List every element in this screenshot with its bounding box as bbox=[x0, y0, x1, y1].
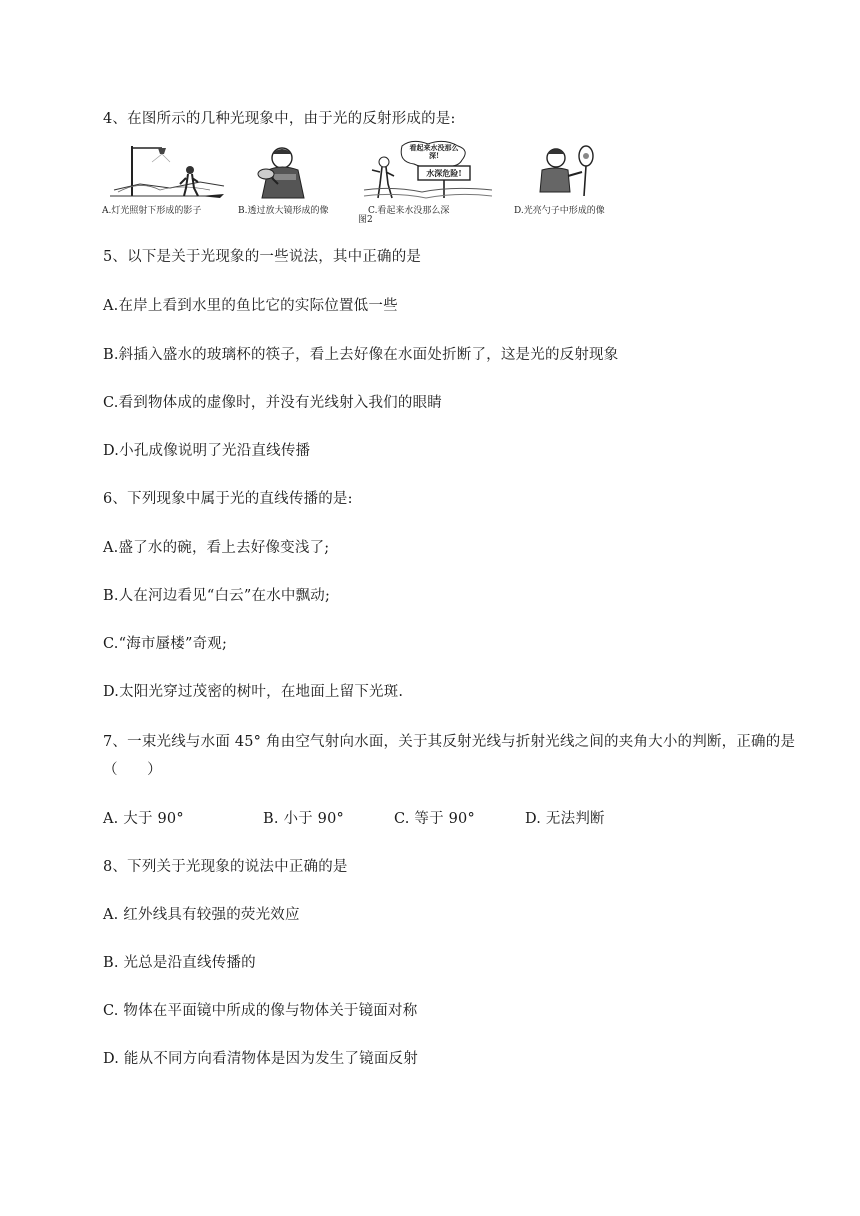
lamp-shadow-illustration bbox=[100, 140, 230, 202]
q5-option-a: A.在岸上看到水里的鱼比它的实际位置低一些 bbox=[103, 298, 398, 314]
figure-panel-c bbox=[362, 140, 494, 216]
figure-panel-a bbox=[100, 140, 230, 216]
magnifier-illustration bbox=[238, 140, 358, 202]
spoon-illustration bbox=[504, 140, 640, 202]
figure-panel-b bbox=[238, 140, 358, 216]
q8-stem: 8、下列关于光现象的说法中正确的是 bbox=[103, 859, 348, 875]
q7-stem: 7、一束光线与水面 45° 角由空气射向水面，关于其反射光线与折射光线之间的夹角大小的判断，正确的是（ ） bbox=[103, 734, 796, 778]
figure-label: 图2 bbox=[358, 215, 373, 225]
q8-option-a: A. 红外线具有较强的荧光效应 bbox=[103, 907, 300, 923]
q8-option-c: C. 物体在平面镜中所成的像与物体关于镜面对称 bbox=[103, 1003, 418, 1019]
q4-figure bbox=[100, 140, 640, 225]
q7-option-b: B. 小于 90° bbox=[263, 811, 344, 827]
q7-option-d: D. 无法判断 bbox=[525, 811, 605, 827]
cloud-text: 看起来水没那么深! bbox=[409, 143, 459, 160]
q7-option-c: C. 等于 90° bbox=[394, 811, 475, 827]
q4-stem: 4、在图所示的几种光现象中，由于光的反射形成的是: bbox=[103, 111, 456, 127]
q6-option-a: A.盛了水的碗，看上去好像变浅了; bbox=[103, 540, 330, 556]
q7-option-a: A. 大于 90° bbox=[103, 811, 184, 827]
q5-option-c: C.看到物体成的虚像时，并没有光线射入我们的眼睛 bbox=[103, 395, 442, 411]
sign-text: 水深危险! bbox=[426, 168, 462, 178]
q6-stem: 6、下列现象中属于光的直线传播的是: bbox=[103, 491, 353, 507]
caption-b: B.透过放大镜形成的像 bbox=[238, 206, 329, 216]
caption-d: D.光亮勺子中形成的像 bbox=[514, 206, 605, 216]
q5-stem: 5、以下是关于光现象的一些说法，其中正确的是 bbox=[103, 249, 422, 265]
q6-option-d: D.太阳光穿过茂密的树叶，在地面上留下光斑. bbox=[103, 684, 404, 700]
figure-panel-d bbox=[504, 140, 640, 216]
q8-option-b: B. 光总是沿直线传播的 bbox=[103, 955, 256, 971]
q8-option-d: D. 能从不同方向看清物体是因为发生了镜面反射 bbox=[103, 1051, 418, 1067]
q7-options bbox=[103, 808, 803, 830]
q6-option-b: B.人在河边看见“白云”在水中飘动; bbox=[103, 588, 331, 604]
q5-option-b: B.斜插入盛水的玻璃杯的筷子，看上去好像在水面处折断了，这是光的反射现象 bbox=[103, 347, 619, 363]
caption-a: A.灯光照射下形成的影子 bbox=[102, 206, 202, 216]
q5-option-d: D.小孔成像说明了光沿直线传播 bbox=[103, 443, 311, 459]
caption-c: C.看起来水没那么深 bbox=[368, 206, 450, 216]
q6-option-c: C.“海市蜃楼”奇观; bbox=[103, 636, 228, 652]
